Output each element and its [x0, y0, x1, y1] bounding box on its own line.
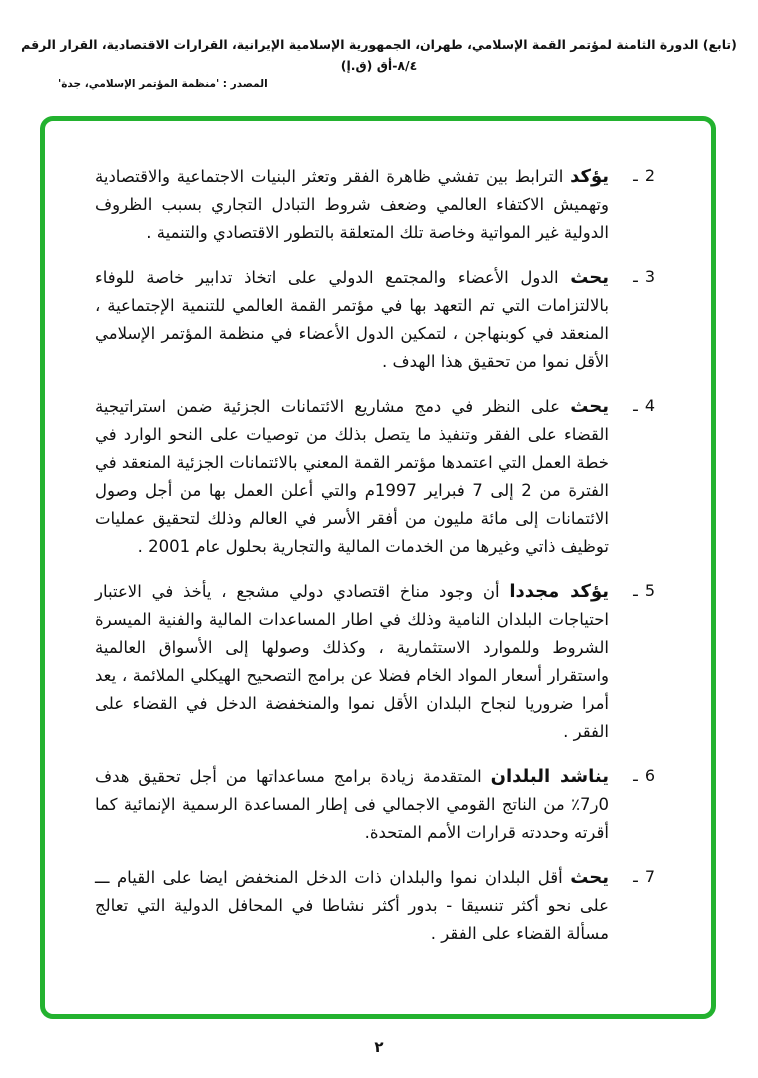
- document-source-line: المصدر : 'منظمة المؤتمر الإسلامي، جدة': [58, 77, 268, 90]
- paragraph-number-value: 7: [644, 867, 655, 886]
- paragraph-body: الترابط بين تفشي ظاهرة الفقر وتعثر البنيات الاجتماعية والاقتصادية وتهميش الاكتفاء العالمي وضعف شروط التبادل التجاري بسبب الظروف الدولية غير المواتية وخاصة تلك المتعلقة بالتطور الاقتصادي والتنمية .: [95, 167, 609, 242]
- paragraph-number-value: 3: [644, 267, 655, 286]
- green-border-frame: [40, 116, 716, 1019]
- paragraph-number-value: 4: [644, 396, 655, 415]
- list-item: [95, 864, 655, 948]
- paragraph-text: [95, 763, 609, 847]
- paragraph-body: على النظر في دمج مشاريع الائتمانات الجزئية ضمن استراتيجية القضاء على الفقر وتنفيذ ما يتصل بذلك من توصيات على النحو الوارد في خطة العمل التي اعتمدها مؤتمر القمة المعني بالائتمانات الجزئية المنعقد في الفترة من 2 إلى 7 فبراير 1997م والتي أعلن العمل بها من أجل وصول الائتمانات إلى مائة مليون من أفقر الأسر في العالم وذلك لتحقيق عمليات توظيف ذاتي وغيرها من الخدمات المالية والتجارية بحلول عام 2001 .: [95, 397, 610, 556]
- document-header-title: (تابع) الدورة الثامنة لمؤتمر القمة الإسلامي، طهران، الجمهورية الإسلامية الإيرانية، القرارات الاقتصادية، القرار الرقم ٨/٤-أق (ق.إ): [21, 37, 737, 74]
- paragraph-body: أن وجود مناخ اقتصادي دولي مشجع ، يأخذ في الاعتبار احتياجات البلدان النامية وذلك في اطار المساعدات المالية والفنية الميسرة الشروط وللموارد الاستثمارية ، وكذلك وصولها إلى الأسواق العالمية واستقرار أسعار المواد الخام فضلا عن برامج التصحيح الهيكلي الملائمة ، يعد أمرا ضروريا لنجاح البلدان الأقل نموا والمنخفضة الدخل في القضاء على الفقر .: [95, 582, 609, 741]
- paragraph-body: المتقدمة زيادة برامج مساعداتها من أجل تحقيق هدف 0ر7٪ من الناتج القومي الاجمالي فى إطار المساعدة الرسمية الإنمائية كما أقرته وحددته قرارات الأمم المتحدة.: [95, 767, 609, 842]
- paragraph-number-value: 6: [644, 766, 655, 785]
- paragraph-lead: يؤكد مجددا: [509, 581, 609, 602]
- list-dash: ـ: [633, 867, 638, 886]
- paragraph-lead: يحث: [570, 267, 609, 288]
- paragraph-text: [95, 393, 609, 561]
- list-dash: ـ: [633, 396, 638, 415]
- paragraph-text: [95, 163, 609, 247]
- paragraph-text: [95, 264, 609, 376]
- list-dash: ـ: [633, 766, 638, 785]
- paragraph-number: [609, 264, 655, 376]
- list-dash: ـ: [633, 581, 638, 600]
- paragraph-number-value: 5: [644, 581, 655, 600]
- list-item: [95, 264, 655, 376]
- list-dash: ـ: [633, 166, 638, 185]
- list-item: [95, 578, 655, 746]
- paragraph-number: [609, 578, 655, 746]
- paragraph-lead: يؤكد: [570, 166, 609, 187]
- paragraph-text: [95, 864, 609, 948]
- paragraph-number: [609, 763, 655, 847]
- list-item: [95, 763, 655, 847]
- paragraph-body: الدول الأعضاء والمجتمع الدولي على اتخاذ تدابير خاصة للوفاء بالالتزامات التي تم التعهد بها في مؤتمر القمة العالمي للتنمية الإجتماعية ، المنعقد في كوبنهاجن ، لتمكين الدول الأعضاء في منظمة المؤتمر الإسلامي الأقل نموا من تحقيق هذا الهدف .: [95, 268, 609, 371]
- paragraph-lead: يحث: [570, 396, 609, 417]
- paragraph-lead: يحث: [570, 867, 610, 888]
- paragraph-lead: يناشد البلدان: [490, 766, 609, 787]
- paragraph-number: [609, 163, 655, 247]
- paragraph-number-value: 2: [644, 166, 655, 185]
- list-dash: ـ: [633, 267, 638, 286]
- list-item: [95, 163, 655, 247]
- paragraph-text: [95, 578, 609, 746]
- page-number: ٢: [374, 1038, 384, 1056]
- list-item: [95, 393, 655, 561]
- paragraph-body: أقل البلدان نموا والبلدان ذات الدخل المنخفض ايضا على القيام ـــ على نحو أكثر تنسيقا - بدور أكثر نشاطا في المحافل الدولية التي تعالج مسألة القضاء على الفقر .: [95, 868, 609, 943]
- paragraph-number: [609, 864, 655, 948]
- paragraph-number: [609, 393, 655, 561]
